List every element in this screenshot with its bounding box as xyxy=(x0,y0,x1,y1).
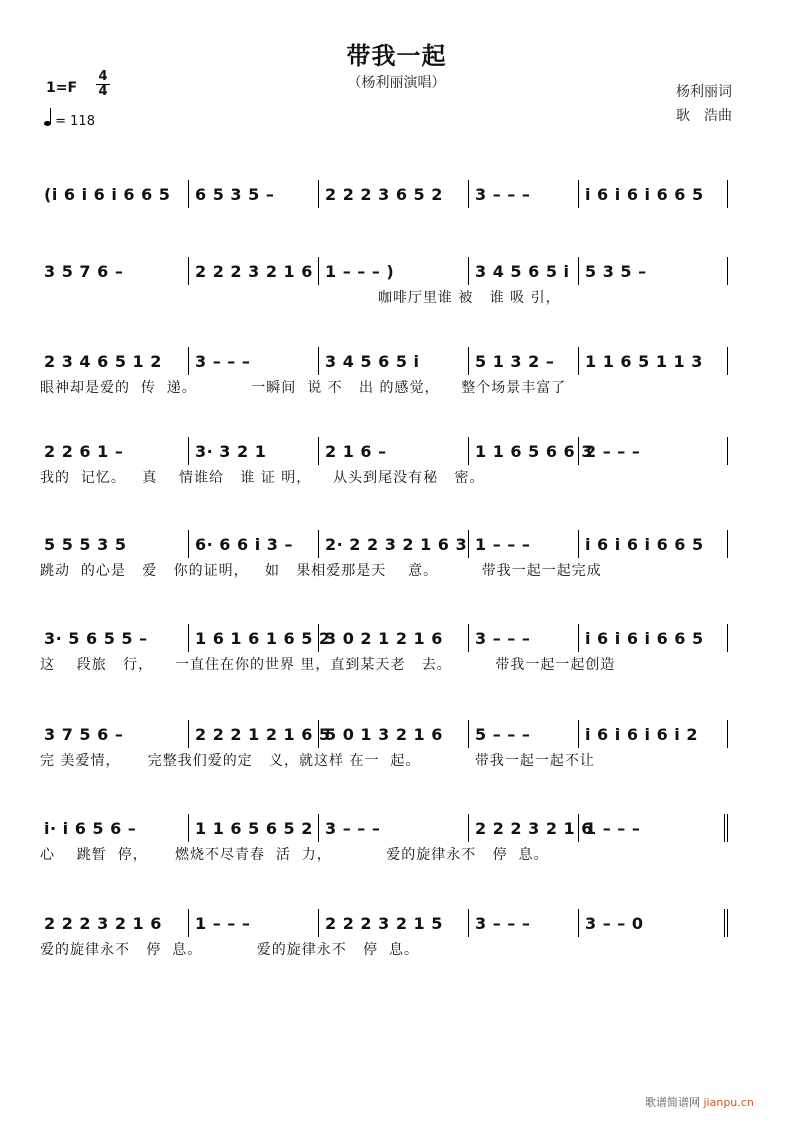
lyrics-line: 眼神却是爱的 传 递。 一瞬间 说 不 出 的感觉， 整个场景丰富了 xyxy=(40,380,567,396)
measure-notes: 2 2 2 3 2 1 6 xyxy=(195,262,313,281)
measure-notes: 2 2 2 3 2 1 6 xyxy=(475,819,593,838)
measure xyxy=(38,814,188,842)
lyrics-line: 我的 记忆。 真 情谁给 谁 证 明， 从头到尾没有秘 密。 xyxy=(40,470,485,486)
measure xyxy=(318,814,468,842)
measure-notes: 3· 5 6 5 5 – xyxy=(44,629,148,648)
measure xyxy=(468,814,593,842)
measure xyxy=(468,437,593,465)
measure-notes: 3 4 5 6 5 i xyxy=(475,262,570,281)
measure xyxy=(318,180,468,208)
score-row xyxy=(38,255,758,311)
watermark xyxy=(645,1094,754,1110)
lyrics-line xyxy=(38,210,758,234)
quarter-note-icon xyxy=(44,121,51,126)
watermark-text: 歌谱简谱网 xyxy=(645,1096,700,1109)
measure xyxy=(468,347,578,375)
measure-notes: 3 5 7 6 – xyxy=(44,262,124,281)
measure xyxy=(318,437,468,465)
measure-notes: 2 1 6 – xyxy=(325,442,387,461)
tempo-marking xyxy=(44,114,95,129)
measure xyxy=(188,624,331,652)
measure-notes: i 6 i 6 i 6 6 5 xyxy=(585,185,704,204)
measure-notes: 3 – – – xyxy=(325,819,381,838)
measure xyxy=(38,180,188,208)
score-row xyxy=(38,345,758,401)
measure-notes: 2 2 2 1 2 1 6 5 xyxy=(195,725,331,744)
measure-notes: 2 2 6 1 – xyxy=(44,442,124,461)
score-row xyxy=(38,718,758,774)
measure-notes: i 6 i 6 i 6 6 5 xyxy=(585,629,704,648)
measure xyxy=(468,720,578,748)
notes-line xyxy=(38,622,758,652)
lyrics-line: 这 段旅 行， 一直住在你的世界 里，直到某天老 去。 带我一起一起创造 xyxy=(40,657,616,673)
notes-line xyxy=(38,255,758,285)
time-signature-top: 4 xyxy=(98,69,108,84)
score-row xyxy=(38,528,758,584)
measure xyxy=(188,814,318,842)
measure-notes: 3 – – 0 xyxy=(585,914,644,933)
measure xyxy=(38,720,188,748)
measure-notes: 2 2 2 3 2 1 6 xyxy=(44,914,162,933)
measure-notes: i· i 6 5 6 – xyxy=(44,819,137,838)
measure xyxy=(38,624,188,652)
score-row xyxy=(38,435,758,491)
measure xyxy=(578,814,728,842)
measure xyxy=(188,257,318,285)
measure-notes: 1 – – – xyxy=(475,535,531,554)
measure-notes: 2· 2 2 3 2 1 6 3 xyxy=(325,535,468,554)
measure xyxy=(38,347,188,375)
measure-notes: 6 5 3 5 – xyxy=(195,185,275,204)
song-title: 带我一起 xyxy=(346,42,447,70)
lyrics-line: 心 跳暂 停， 燃烧不尽青春 活 力， 爱的旋律永不 停 息。 xyxy=(40,847,549,863)
measure xyxy=(578,624,728,652)
measure xyxy=(578,909,728,937)
measure xyxy=(38,530,188,558)
measure-notes: 6· 6 6 i 3 – xyxy=(195,535,293,554)
measure-notes: 3 4 5 6 5 i xyxy=(325,352,420,371)
measure-notes: 2 2 2 3 2 1 5 xyxy=(325,914,443,933)
measure-notes: i 6 i 6 i 6 i 2 xyxy=(585,725,698,744)
measure-notes: 1 1 6 5 6 5 2 xyxy=(195,819,313,838)
measure-notes: 2 2 2 3 6 5 2 xyxy=(325,185,443,204)
measure xyxy=(188,530,318,558)
composer: 耿 浩曲 xyxy=(676,108,732,124)
score-row xyxy=(38,907,758,963)
measure-notes: 5 5 5 3 5 xyxy=(44,535,127,554)
measure-notes: 5 0 1 3 2 1 6 xyxy=(325,725,443,744)
lyrics-line: 咖啡厅里谁 被 谁 吸 引， xyxy=(40,290,561,306)
time-signature xyxy=(96,70,110,99)
measure xyxy=(188,720,331,748)
notes-line xyxy=(38,812,758,842)
measure xyxy=(578,347,728,375)
measure-notes: 1 1 6 5 1 1 3 xyxy=(585,352,703,371)
notes-line xyxy=(38,718,758,748)
lyrics-line: 爱的旋律永不 停 息。 爱的旋律永不 停 息。 xyxy=(40,942,420,958)
measure-notes: 2 – – – xyxy=(585,442,641,461)
measure xyxy=(578,720,728,748)
measure xyxy=(318,909,468,937)
measure-notes: 3 – – – xyxy=(475,914,531,933)
measure-notes: 1 6 1 6 1 6 5 2 xyxy=(195,629,331,648)
measure-notes: (i 6 i 6 i 6 6 5 xyxy=(44,185,171,204)
measure xyxy=(578,257,728,285)
measure xyxy=(188,347,318,375)
measure xyxy=(188,437,318,465)
measure xyxy=(318,624,468,652)
measure xyxy=(318,720,468,748)
tempo-value: = 118 xyxy=(55,114,95,129)
credits xyxy=(676,80,732,128)
measure-notes: 3 – – – xyxy=(475,629,531,648)
measure xyxy=(318,257,468,285)
measure-notes: 3 – – – xyxy=(475,185,531,204)
notes-line xyxy=(38,435,758,465)
measure xyxy=(188,909,318,937)
lyrics-line: 跳动 的心是 爱 你的证明， 如 果相爱那是天 意。 带我一起一起完成 xyxy=(40,563,602,579)
measure xyxy=(38,257,188,285)
measure xyxy=(578,437,728,465)
measure-notes: 5 3 5 – xyxy=(585,262,647,281)
watermark-url: jianpu.cn xyxy=(703,1096,754,1109)
score-row xyxy=(38,178,758,234)
measure-notes: 1 – – – ) xyxy=(325,262,395,281)
notes-line xyxy=(38,345,758,375)
lyrics-line: 完 美爱情， 完整我们爱的定 义，就这样 在一 起。 带我一起一起不让 xyxy=(40,753,595,769)
lyricist: 杨利丽词 xyxy=(676,84,732,100)
measure-notes: 3· 3 2 1 xyxy=(195,442,267,461)
measure-notes: 3 – – – xyxy=(195,352,251,371)
measure-notes: 2 3 4 6 5 1 2 xyxy=(44,352,162,371)
measure xyxy=(468,909,578,937)
notes-line xyxy=(38,528,758,558)
measure xyxy=(318,347,468,375)
measure xyxy=(468,530,578,558)
measure-notes: 1 1 6 5 6 6 3 xyxy=(475,442,593,461)
measure-notes: 3 7 5 6 – xyxy=(44,725,124,744)
measure xyxy=(318,530,468,558)
measure-notes: 1 – – – xyxy=(195,914,251,933)
time-signature-bottom: 4 xyxy=(96,84,110,99)
measure-notes: i 6 i 6 i 6 6 5 xyxy=(585,535,704,554)
measure xyxy=(468,180,578,208)
score-row xyxy=(38,622,758,678)
measure xyxy=(578,180,728,208)
measure xyxy=(188,180,318,208)
key-signature: 1=F xyxy=(46,80,78,96)
measure-notes: 3 0 2 1 2 1 6 xyxy=(325,629,443,648)
notes-line xyxy=(38,178,758,208)
measure xyxy=(468,257,578,285)
score-row xyxy=(38,812,758,868)
measure-notes: 1 – – – xyxy=(585,819,641,838)
measure-notes: 5 1 3 2 – xyxy=(475,352,555,371)
measure xyxy=(38,437,188,465)
measure xyxy=(38,909,188,937)
measure xyxy=(578,530,728,558)
singer-subtitle: （杨利丽演唱） xyxy=(347,75,446,91)
notes-line xyxy=(38,907,758,937)
measure-notes: 5 – – – xyxy=(475,725,531,744)
measure xyxy=(468,624,578,652)
